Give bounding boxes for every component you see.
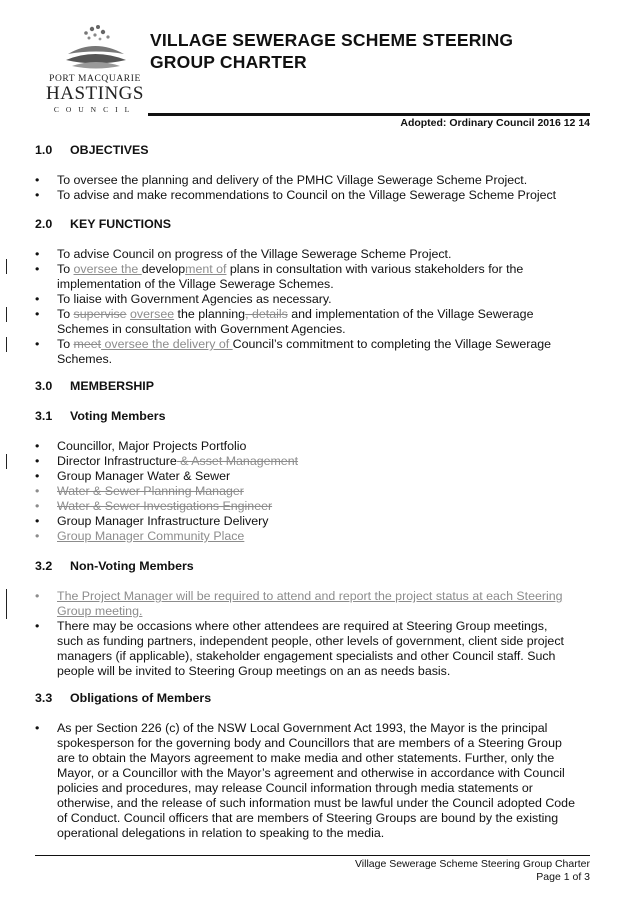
list-item xyxy=(35,337,575,367)
text-run: and implementation of the Village Sewerage Schemes in consultation with Government Agencies. xyxy=(57,307,534,336)
section-title: MEMBERSHIP xyxy=(70,379,154,393)
inserted-text: oversee the delivery of xyxy=(101,337,233,351)
section-title: Obligations of Members xyxy=(70,691,212,705)
title-line-2: GROUP CHARTER xyxy=(150,52,307,72)
list-item-text: As per Section 226 (c) of the NSW Local Government Act 1993, the Mayor is the principal spokesperson for the governing body and Councillors that are members of a Steering Group are to obtain the Mayors agreement to make media and other statements. Further, only the Mayor, or a Councillor with the Mayor’s agreement and otherwise in accordance with Council policies and procedures, may release Council information through media statements or otherwise, and the release of such information must be lawful under the Council adopted Code of Conduct. Council officers that are members of Steering Groups are bound by the existing operational delegations in relation to speaking to the media. xyxy=(57,721,575,840)
section-title: Voting Members xyxy=(70,409,166,423)
list-item-text: There may be occasions where other attendees are required at Steering Group meetings, such as funding partners, independent people, other levels of government, client side project managers (if applicable), stakeholder engagement specialists and other Council staff. Such people will be invited to Steering Group meetings on an as needs basis. xyxy=(57,619,564,678)
section-number: 3.3 xyxy=(35,691,53,705)
obligations-list xyxy=(35,721,575,841)
bullet: • xyxy=(35,439,40,453)
header-divider xyxy=(148,113,590,116)
logo-line-2: HASTINGS xyxy=(46,83,144,104)
council-logo xyxy=(40,22,150,122)
deleted-text: , details xyxy=(245,307,288,321)
bullet: • xyxy=(35,484,40,498)
section-number: 3.2 xyxy=(35,559,53,573)
deleted-text: meet xyxy=(73,337,102,351)
list-item-text: To advise Council on progress of the Village Sewerage Scheme Project. xyxy=(57,247,452,261)
section-number: 3.1 xyxy=(35,409,53,423)
change-bar xyxy=(6,259,7,274)
text-run: develop xyxy=(141,262,186,276)
bullet: • xyxy=(35,469,40,483)
logo-emblem-icon xyxy=(40,22,150,74)
change-bar xyxy=(6,589,7,619)
list-item xyxy=(35,307,575,337)
list-item xyxy=(35,514,575,529)
section-title: Non-Voting Members xyxy=(70,559,194,573)
list-item-deleted xyxy=(35,499,575,514)
list-item-text: Water & Sewer Investigations Engineer xyxy=(57,499,273,513)
bullet: • xyxy=(35,514,40,528)
bullet: • xyxy=(35,337,40,351)
obligations-heading xyxy=(35,691,211,705)
adopted-date: Adopted: Ordinary Council 2016 12 14 xyxy=(400,117,590,129)
change-bar xyxy=(6,337,7,352)
bullet: • xyxy=(35,307,40,321)
non-voting-members-heading xyxy=(35,559,194,573)
list-item xyxy=(35,262,575,292)
bullet: • xyxy=(35,262,40,276)
bullet: • xyxy=(35,589,40,603)
section-title: OBJECTIVES xyxy=(70,143,149,157)
list-item-inserted xyxy=(35,589,575,619)
list-item-text: To liaise with Government Agencies as necessary. xyxy=(57,292,332,306)
list-item-text: Group Manager Water & Sewer xyxy=(57,469,231,483)
inserted-text: ment of xyxy=(185,262,227,276)
section-key-functions-heading xyxy=(35,217,171,231)
list-item-text: Councillor, Major Projects Portfolio xyxy=(57,439,247,453)
list-item xyxy=(35,439,575,454)
list-item-text: Director Infrastructure xyxy=(57,454,177,468)
bullet: • xyxy=(35,173,40,187)
footer-divider xyxy=(35,855,590,856)
objectives-list xyxy=(35,173,575,203)
deleted-text: supervise xyxy=(73,307,127,321)
bullet: • xyxy=(35,619,40,633)
bullet: • xyxy=(35,188,40,202)
document-title xyxy=(150,29,590,73)
bullet: • xyxy=(35,721,40,735)
list-item-text: Group Manager Infrastructure Delivery xyxy=(57,514,269,528)
non-voting-members-list xyxy=(35,589,575,679)
title-line-1: VILLAGE SEWERAGE SCHEME STEERING xyxy=(150,30,514,50)
inserted-text: oversee the xyxy=(73,262,142,276)
section-objectives-heading xyxy=(35,143,149,157)
section-membership-heading xyxy=(35,379,154,393)
list-item-text: The Project Manager will be required to attend and report the project status at each Steering Group meeting. xyxy=(57,589,563,618)
bullet: • xyxy=(35,499,40,513)
list-item xyxy=(35,721,575,841)
change-bar xyxy=(6,307,7,322)
list-item-inserted xyxy=(35,529,575,544)
list-item xyxy=(35,173,575,188)
change-bar xyxy=(6,454,7,469)
list-item xyxy=(35,619,575,679)
list-item-text: To advise and make recommendations to Council on the Village Sewerage Scheme Project xyxy=(57,188,557,202)
bullet: • xyxy=(35,529,40,543)
voting-members-heading xyxy=(35,409,165,423)
text-run: To xyxy=(57,262,74,276)
footer-page-number: Page 1 of 3 xyxy=(536,871,590,883)
text-run: To xyxy=(57,337,74,351)
list-item-text: Group Manager Community Place xyxy=(57,529,245,543)
section-number: 2.0 xyxy=(35,217,53,231)
page-footer xyxy=(355,858,590,884)
list-item xyxy=(35,247,575,262)
text-run: plans in consultation with various stakeholders for the implementation of the Village Sewerage Schemes. xyxy=(57,262,524,291)
key-functions-list xyxy=(35,247,575,367)
footer-document-name: Village Sewerage Scheme Steering Group Charter xyxy=(354,858,590,870)
list-item-deleted xyxy=(35,484,575,499)
list-item xyxy=(35,292,575,307)
list-item-text: To oversee the planning and delivery of the PMHC Village Sewerage Scheme Project. xyxy=(57,173,528,187)
text-run: To xyxy=(57,307,74,321)
deleted-text: & Asset Management xyxy=(176,454,299,468)
bullet: • xyxy=(35,247,40,261)
voting-members-list xyxy=(35,439,575,544)
section-number: 3.0 xyxy=(35,379,53,393)
list-item xyxy=(35,469,575,484)
section-number: 1.0 xyxy=(35,143,53,157)
bullet: • xyxy=(35,454,40,468)
inserted-text: oversee xyxy=(130,307,175,321)
list-item xyxy=(35,454,575,469)
text-run: Council’s commitment to completing the Village Sewerage Schemes. xyxy=(57,337,552,366)
section-title: KEY FUNCTIONS xyxy=(70,217,171,231)
bullet: • xyxy=(35,292,40,306)
list-item-text: Water & Sewer Planning Manager xyxy=(57,484,244,498)
logo-line-1: PORT MACQUARIE xyxy=(49,74,141,84)
list-item xyxy=(35,188,575,203)
logo-line-3: COUNCIL xyxy=(53,105,137,114)
text-run: the planning xyxy=(174,307,246,321)
